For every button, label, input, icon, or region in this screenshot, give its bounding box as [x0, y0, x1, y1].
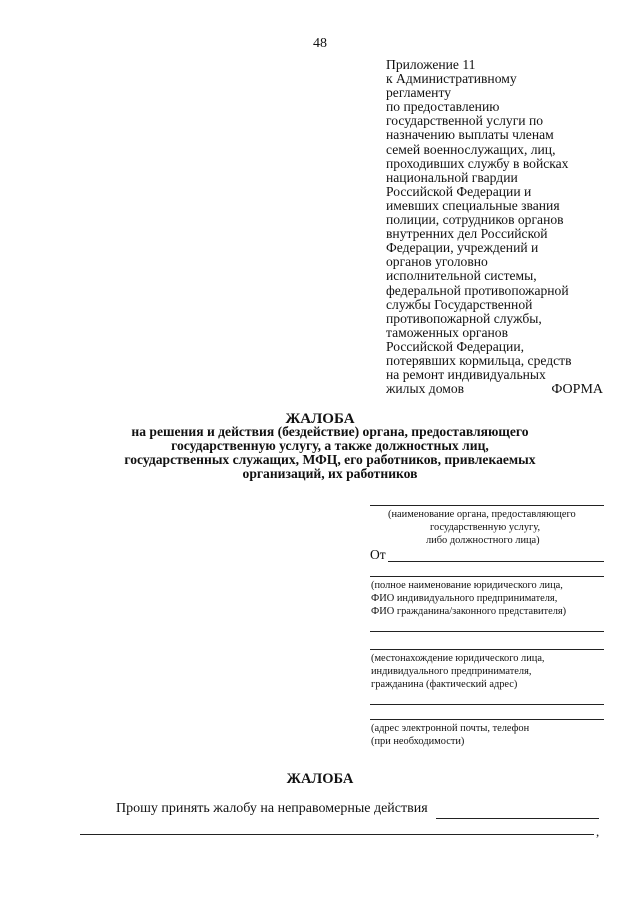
appendix-line: национальной гвардии	[386, 169, 518, 185]
request-text: Прошу принять жалобу на неправомерные действия	[116, 801, 428, 816]
appendix-line: внутренних дел Российской	[386, 226, 548, 242]
appendix-line: противопожарной службы,	[386, 310, 542, 326]
addressee-field-line[interactable]	[370, 505, 604, 506]
from-field-line[interactable]	[388, 561, 604, 562]
appendix-line: федеральной противопожарной	[386, 282, 569, 298]
appendix-line: таможенных органов	[386, 324, 509, 340]
appendix-line: полиции, сотрудников органов	[386, 212, 564, 228]
applicant-note-line: ФИО индивидуального предпринимателя,	[371, 593, 558, 604]
applicant-extra-line[interactable]	[370, 631, 604, 632]
appendix-line: Российской Федерации и	[386, 183, 532, 199]
appendix-line: имевших специальные звания	[386, 197, 560, 213]
location-note-line: (местонахождение юридического лица,	[371, 653, 545, 664]
addressee-note-line: (наименование органа, предоставляющего	[388, 509, 576, 520]
from-label: От	[370, 547, 386, 562]
subtitle-line: государственную услугу, а также должностных лиц,	[171, 438, 489, 453]
subtitle-line: на решения и действия (бездействие) органа, предоставляющего	[131, 424, 529, 439]
appendix-line: потерявших кормильца, средств	[386, 352, 572, 368]
subtitle-line: государственных служащих, МФЦ, его работников, привлекаемых	[124, 452, 536, 467]
location-note-line: индивидуального предпринимателя,	[371, 666, 532, 677]
appendix-line: государственной услуги по	[386, 113, 544, 129]
appendix-line: на ремонт индивидуальных	[386, 367, 546, 383]
appendix-line: назначению выплаты членам	[386, 127, 554, 143]
appendix-line: по предоставлению	[386, 99, 500, 115]
appendix-line: исполнительной системы,	[386, 268, 537, 284]
appendix-line: органов уголовно	[386, 254, 488, 270]
addressee-note-line: либо должностного лица)	[426, 535, 540, 546]
form-label: ФОРМА	[551, 382, 603, 397]
location-field-line[interactable]	[370, 649, 604, 650]
appendix-line: Российской Федерации,	[386, 338, 524, 354]
complaint-subtitle	[60, 425, 600, 481]
page-number: 48	[313, 36, 327, 51]
applicant-note-line: (полное наименование юридического лица,	[371, 580, 563, 591]
appendix-line: к Административному	[386, 71, 517, 87]
contact-field-line[interactable]	[370, 719, 604, 720]
location-note-line: гражданина (фактический адрес)	[371, 679, 518, 690]
addressee-note-line: государственную услугу,	[430, 522, 541, 533]
applicant-field-line[interactable]	[370, 576, 604, 577]
appendix-line: регламенту	[386, 85, 452, 101]
line-end-comma: ,	[596, 824, 600, 839]
body-title: ЖАЛОБА	[286, 771, 354, 787]
request-continuation-line[interactable]	[80, 834, 594, 835]
appendix-line: Приложение 11	[386, 57, 476, 72]
location-extra-line[interactable]	[370, 704, 604, 705]
contact-note-line: (при необходимости)	[371, 736, 465, 747]
appendix-line: жилых домов	[386, 381, 465, 397]
subtitle-line: организаций, их работников	[242, 466, 418, 481]
appendix-line: проходивших службу в войсках	[386, 155, 569, 171]
appendix-header	[386, 58, 616, 396]
applicant-note-line: ФИО гражданина/законного представителя)	[371, 606, 567, 617]
appendix-line: семей военнослужащих, лиц,	[386, 141, 556, 157]
contact-note-line: (адрес электронной почты, телефон	[371, 723, 530, 734]
appendix-line: службы Государственной	[386, 296, 533, 312]
appendix-line: Федерации, учреждений и	[386, 240, 539, 256]
request-field-line[interactable]	[436, 818, 599, 819]
complaint-title: ЖАЛОБА	[285, 411, 355, 427]
